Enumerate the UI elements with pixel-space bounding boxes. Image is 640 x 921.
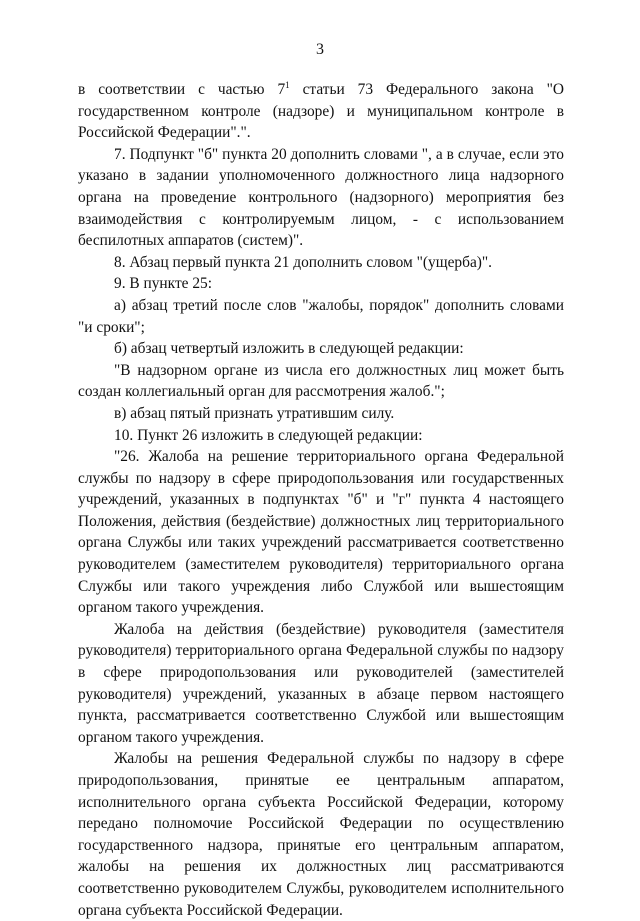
page-number: 3 [316, 41, 324, 58]
paragraph-text: б) абзац четвертый изложить в следующей редакции: [114, 340, 464, 358]
paragraph-item-9b [78, 338, 564, 360]
paragraph-item-26-b [78, 619, 564, 749]
paragraph-text: "В надзорном органе из числа его должностных лиц может быть создан коллегиальный орган для рассмотрения жалоб."; [78, 361, 564, 401]
paragraph-item-26-a [78, 446, 564, 619]
paragraph-continuation [78, 79, 564, 144]
paragraph-text: в соответствии с частью 7 [78, 81, 286, 98]
paragraph-item-9a [78, 295, 564, 338]
paragraph-text: 10. Пункт 26 изложить в следующей редакции: [114, 426, 423, 444]
paragraph-text: в) абзац пятый признать утратившим силу. [114, 404, 395, 422]
paragraph-item-7 [78, 144, 564, 252]
paragraph-item-9b-quote [78, 360, 564, 403]
paragraph-text: а) абзац третий после слов "жалобы, порядок" дополнить словами "и сроки"; [78, 296, 564, 336]
superscript: 1 [285, 80, 290, 90]
paragraph-text: Жалобы на решения Федеральной службы по надзору в сфере природопользования, принятые ее центральным аппаратом, исполнительного органа субъекта Российской Федерации, которому передано полномочие Российской Федерации по осуществлению государственного надзора, принятые его центральным аппаратом, жалобы на решения их должностных лиц рассматриваются соответственно руководителем Службы, руководителем исполнительного органа субъекта Российской Федерации. [78, 750, 564, 919]
paragraph-item-9 [78, 273, 564, 295]
paragraph-text: статьи 73 Федерального закона "О государственном контроле (надзоре) и муниципальном контроле в Российской Федерации".". [78, 81, 564, 142]
paragraph-text: 7. Подпункт "б" пункта 20 дополнить словами ", а в случае, если это указано в задании уполномоченного должностного лица надзорного органа на проведение контрольного (надзорного) мероприятия без взаимодействия с контролируемым лицом, - с использованием беспилотных аппаратов (систем)". [78, 145, 564, 250]
paragraph-item-10 [78, 425, 564, 447]
paragraph-item-26-c [78, 748, 564, 921]
paragraph-item-8 [78, 252, 564, 274]
paragraph-item-9c [78, 403, 564, 425]
document-body [78, 79, 564, 921]
paragraph-text: 9. В пункте 25: [114, 275, 213, 293]
paragraph-text: Жалоба на действия (бездействие) руководителя (заместителя руководителя) территориального органа Федеральной службы по надзору в сфере природопользования или руководителей (заместителей руководителя) учреждений, указанных в абзаце первом настоящего пункта, рассматривается соответственно Службой или вышестоящим органом такого учреждения. [78, 620, 564, 746]
paragraph-text: 8. Абзац первый пункта 21 дополнить словом "(ущерба)". [114, 253, 493, 271]
paragraph-text: "26. Жалоба на решение территориального органа Федеральной службы по надзору в сфере природопользования или государственных учреждений, указанных в подпунктах "б" и "г" пункта 4 настоящего Положения, действия (бездействие) должностных лиц территориального органа Службы или таких учреждений рассматривается соответственно руководителем (заместителем руководителя) территориального органа Службы или такого учреждения либо Службой или вышестоящим органом такого учреждения. [78, 448, 564, 617]
